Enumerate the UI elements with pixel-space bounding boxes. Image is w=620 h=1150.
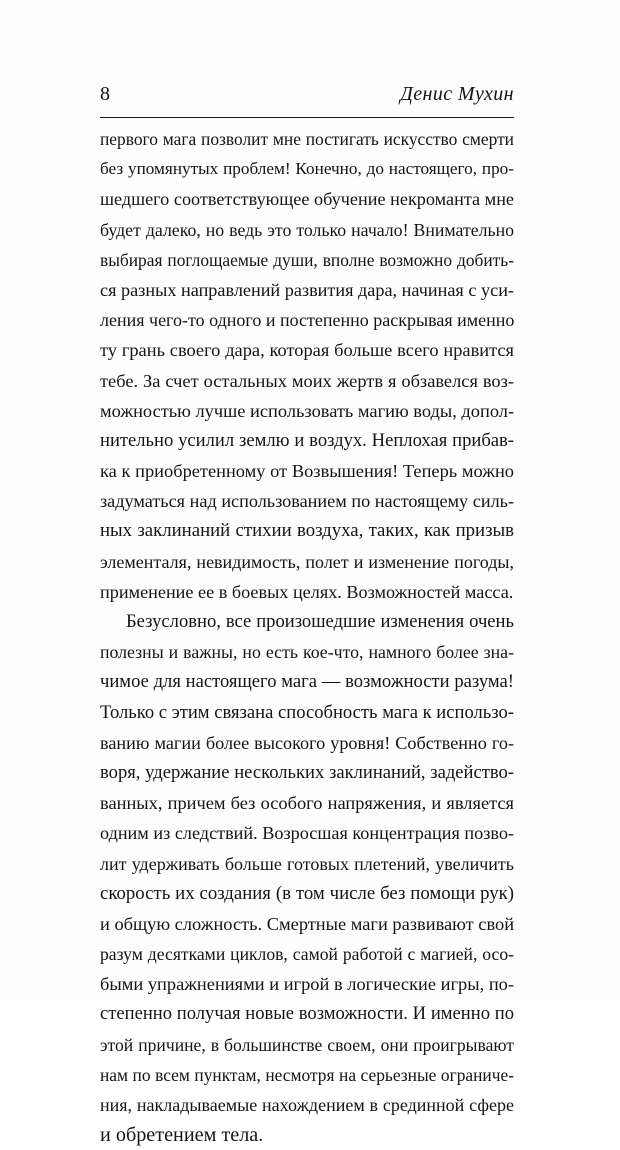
text-line: лит удерживать больше готовых плетений, увеличить [100,853,514,874]
text-line: разум десятками циклов, самой работой с магией, осо- [100,944,514,965]
text-line: и обретением тела. [100,1124,264,1147]
text-line: ных заклинаний стихии воздуха, таких, как призыв [100,520,514,542]
text-line: ления чего-то одного и постепенно раскрывая именно [100,310,515,331]
text-line: полезны и важны, но есть кое-что, намного более зна- [100,642,514,663]
text-line: нам по всем пунктам, несмотря на серьезные ограниче- [100,1064,514,1085]
text-line: будет далеко, но ведь это только начало! Внимательно [100,219,514,240]
text-line: задуматься над использованием по настоящему силь- [100,491,514,512]
page-number: 8 [100,83,110,105]
text-line: скорость их создания (в том числе без помощи рук) [100,882,514,904]
text-line: быми упражнениями и игрой в логические игры, по- [100,974,514,995]
paragraph [100,124,514,607]
text-line: ту грань своего дара, которая больше всего нравится [100,340,514,361]
text-line: нительно усилил землю и воздух. Неплохая прибав- [100,429,514,451]
text-line: воря, удержание нескольких заклинаний, задейство- [100,761,514,783]
text-line: можностью лучше использовать магию воды, допол- [100,400,515,421]
text-line: элементаля, невидимость, полет и изменение погоды, [100,551,514,572]
text-line: ния, накладываемые нахождением в срединной сфере [100,1095,514,1115]
text-line: шедшего соответствующее обучение некроманта мне [100,189,514,210]
text-line: Безусловно, все произошедшие изменения очень [126,611,514,632]
text-line: ванию магии более высокого уровня! Собственно го- [100,732,514,753]
text-line: и общую сложность. Смертные маги развивают свой [100,913,515,934]
text-line: ка к приобретенному от Возвышения! Теперь можно [100,461,514,482]
body-text [100,124,514,1150]
text-line: без упомянутых проблем! Конечно, до настоящего, про- [100,159,514,179]
page-header [100,80,514,108]
text-line: чимое для настоящего мага — возможности разума! [100,671,514,693]
text-line: этой причине, в большинстве своем, они проигрывают [100,1034,514,1055]
text-line: тебе. За счет остальных моих жертв я обзавелся воз- [100,370,514,391]
header-rule [100,117,514,118]
text-line: степенно получая новые возможности. И именно по [100,1003,514,1025]
text-line: ся разных направлений развития дара, начиная с уси- [100,279,514,300]
text-line: первого мага позволит мне постигать искусство смерти [100,129,514,149]
text-line: ванных, причем без особого напряжения, и является [100,793,514,814]
paragraph [100,607,514,1150]
text-line: применение ее в боевых целях. Возможностей масса. [100,581,514,602]
text-line: Только с этим связана способность мага к использо- [100,701,514,723]
text-line: выбирая поглощаемые души, вполне возможно добить- [100,249,514,270]
text-line: одним из следствий. Возросшая концентрация позво- [100,823,514,844]
running-head-author: Денис Мухин [400,83,514,105]
